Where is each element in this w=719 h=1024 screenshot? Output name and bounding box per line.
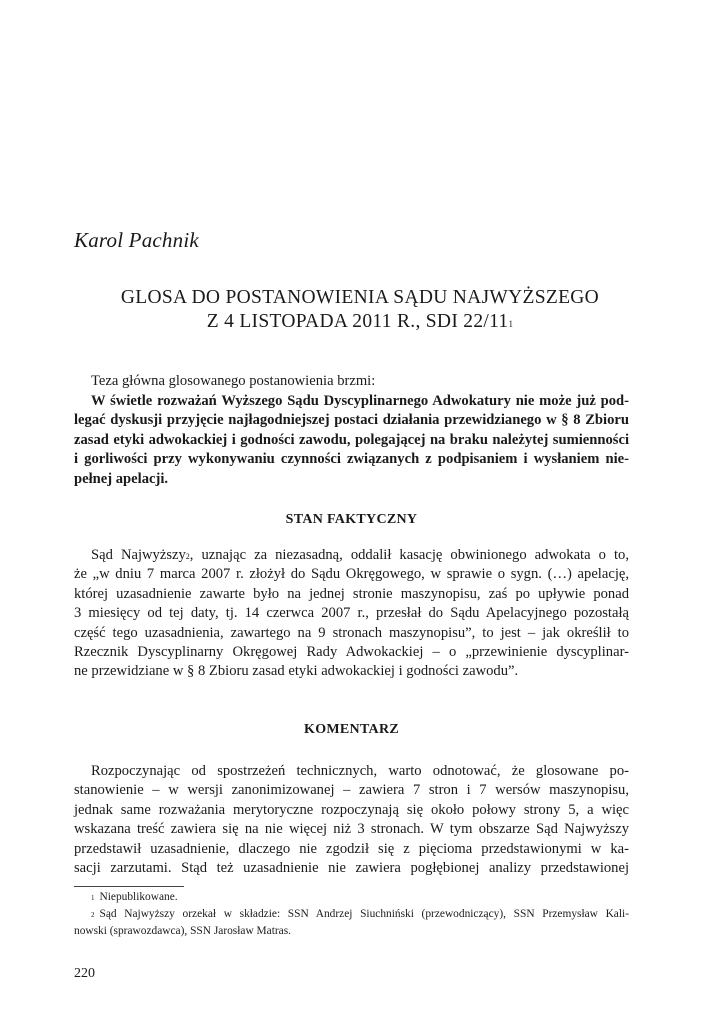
- footnote-2-text: Sąd Najwyższy orzekał w składzie: SSN Andrzej Siuchniński (przewodniczący), SSN Przemysław Kali-: [99, 908, 629, 920]
- section-heading-facts: STAN FAKTYCZNY: [285, 512, 418, 527]
- footnote-divider: [74, 886, 184, 887]
- footnote-2-marker: 2: [91, 911, 95, 919]
- footnote-1-marker: 1: [91, 894, 95, 902]
- comment-line: sacji zarzutami. Stąd też uzasadnienie nie zawiera pogłębionej analizy przedstawionej: [74, 859, 629, 876]
- facts-line: część tego uzasadnienia, zawartego na 9 stronach maszynopisu”, to jest – jak określił to: [74, 624, 629, 641]
- section-heading-comment: KOMENTARZ: [304, 722, 399, 737]
- facts-line: Rzecznik Dyscyplinarny Okręgowej Rady Adwokackiej – o „przewinienie dyscyplinar-: [74, 643, 629, 660]
- facts-footnote-marker: 2: [185, 552, 190, 561]
- article-title: [74, 286, 646, 334]
- facts-line: której uzasadnienie zawarte było na jednej stronie maszynopisu, zaś po upływie ponad: [74, 585, 629, 602]
- comment-line: przedstawił uzasadnienie, dlaczego nie zgodził się z pięcioma przedstawionymi w ka-: [74, 840, 629, 857]
- comment-line: jednak same rozważania merytoryczne rozpoczynają się około połowy strony 5, a więc: [74, 801, 629, 818]
- comment-line: stanowienie – w wersji zanonimizowanej – zawiera 7 stron i 7 wersów maszynopisu,: [74, 782, 629, 799]
- facts-court-name: Sąd Najwyższy: [91, 547, 186, 563]
- thesis-line: legać dyskusji przyjęcie najłagodniejszej postaci działania przewidzianego w § 8 Zbioru: [74, 412, 629, 429]
- facts-line: 3 miesięcy od tej daty, tj. 14 czerwca 2007 r., przesłał do Sądu Apelacyjnego pozostałą: [74, 605, 629, 622]
- title-line-2-text: Z 4 LISTOPADA 2011 R., SDI 22/11: [206, 311, 509, 332]
- thesis-paragraph: [74, 392, 629, 489]
- facts-paragraph: [74, 546, 629, 682]
- title-footnote-marker: 1: [508, 319, 514, 329]
- footnote-1: [74, 889, 629, 906]
- thesis-line: pełnej apelacji.: [74, 470, 169, 487]
- comment-line: wskazana treść zawiera się na nie więcej niż 3 stronach. W tym obszarze Sąd Najwyższy: [74, 821, 629, 838]
- thesis-line: i gorliwości przy wykonywaniu czynności związanych z podpisaniem i wysłaniem nie-: [74, 451, 629, 468]
- thesis-line: zasad etyki adwokackiej i godności zawodu, polegającej na braku należytej sumienności: [74, 431, 629, 448]
- facts-first-line: [74, 546, 629, 565]
- author-name: Karol Pachnik: [74, 228, 199, 252]
- thesis-lede: Teza główna glosowanego postanowienia brzmi:: [91, 373, 376, 389]
- footnote-1-text: Niepublikowane.: [99, 891, 178, 903]
- comment-paragraph: [74, 762, 629, 878]
- thesis-line: W świetle rozważań Wyższego Sądu Dyscyplinarnego Adwokatury nie może już pod-: [91, 393, 629, 409]
- facts-line: że „w dniu 7 marca 2007 r. złożył do Sądu Okręgowego, w sprawie o sygn. (…) apelację,: [74, 566, 629, 583]
- comment-line: Rozpoczynając od spostrzeżeń technicznych, warto odnotować, że glosowane po-: [91, 763, 629, 779]
- footnotes: [74, 889, 629, 940]
- footnote-2: [74, 906, 629, 923]
- facts-first-line-rest: , uznając za niezasadną, oddalił kasację obwinionego adwokata o to,: [189, 547, 629, 563]
- title-line-2: [74, 310, 646, 334]
- facts-line: ne przewidziane w § 8 Zbioru zasad etyki adwokackiej i godności zawodu”.: [74, 663, 519, 680]
- footnote-2-continuation: nowski (sprawozdawca), SSN Jarosław Matras.: [74, 925, 292, 937]
- page-number: 220: [74, 966, 95, 981]
- title-line-1: GLOSA DO POSTANOWIENIA SĄDU NAJWYŻSZEGO: [120, 287, 600, 308]
